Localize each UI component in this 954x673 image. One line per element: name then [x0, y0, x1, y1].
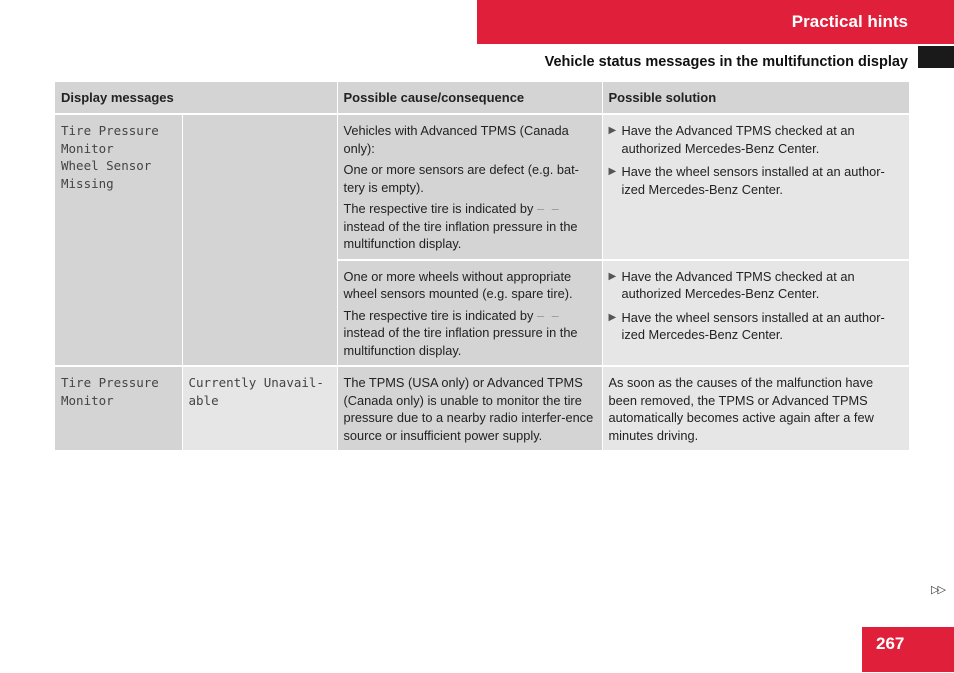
solution-cell — [602, 366, 909, 450]
table-header-row — [55, 82, 909, 114]
status-messages-table — [55, 82, 909, 450]
bullet-triangle-icon: ▶ — [608, 125, 617, 136]
cause-cell — [337, 366, 602, 450]
side-tab-marker — [918, 46, 954, 68]
solution-cell — [602, 114, 909, 260]
cause-text: The respective tire is indicated by – – instead of the tire inflation pressure in the multifunction display. — [343, 307, 578, 358]
section-title: Practical hints — [791, 12, 908, 31]
display-message-detail-cell — [182, 366, 337, 450]
cause-text: The TPMS (USA only) or Advanced TPMS (Canada only) is unable to monitor the tire pressure due to a nearby radio interfer-ence source or insufficient power supply. — [343, 375, 594, 443]
bullet-triangle-icon: ▶ — [608, 166, 617, 177]
dash-symbol: – – — [537, 307, 561, 323]
bullet-triangle-icon: ▶ — [608, 311, 617, 323]
column-header-possible-cause: Possible cause/consequence — [337, 82, 602, 114]
page-subtitle: Vehicle status messages in the multifunction display — [544, 54, 908, 70]
table-row — [55, 114, 909, 260]
table-row — [55, 366, 909, 450]
cause-cell — [337, 260, 602, 367]
page-number: 267 — [876, 634, 905, 653]
display-message-text: Tire Pressure Monitor Wheel Sensor Missing — [61, 123, 159, 191]
display-message-detail-text: Currently Unavail- able — [188, 375, 324, 408]
solution-cell — [602, 260, 909, 367]
solution-text: As soon as the causes of the malfunction have been removed, the TPMS or Advanced TPMS automatically becomes active again after a few minutes driving. — [608, 375, 874, 443]
dash-symbol: – – — [537, 201, 561, 216]
cause-cell — [337, 114, 602, 260]
column-header-possible-solution: Possible solution — [602, 82, 909, 114]
cause-text: One or more sensors are defect (e.g. bat-tery is empty). — [343, 162, 579, 195]
cause-text: One or more wheels without appropriate wheel sensors mounted (e.g. spare tire). — [343, 268, 573, 301]
cause-text: Vehicles with Advanced TPMS (Canada only): — [343, 123, 569, 156]
column-header-display-messages: Display messages — [55, 82, 337, 114]
bullet-triangle-icon: ▶ — [608, 270, 617, 282]
solution-item: ▶ Have the wheel sensors installed at an author-ized Mercedes-Benz Center. — [608, 164, 885, 197]
display-message-text: Tire Pressure Monitor — [61, 375, 159, 408]
solution-item: ▶ Have the Advanced TPMS checked at an authorized Mercedes-Benz Center. — [608, 123, 855, 156]
cause-text: The respective tire is indicated by – – instead of the tire inflation pressure in the multifunction display. — [343, 201, 578, 251]
solution-item: ▶ Have the wheel sensors installed at an author-ized Mercedes-Benz Center. — [608, 309, 885, 342]
display-message-cell — [55, 366, 182, 450]
solution-item: ▶ Have the Advanced TPMS checked at an authorized Mercedes-Benz Center. — [608, 268, 855, 301]
display-message-detail-cell — [182, 114, 337, 366]
continue-arrows-icon: ▷▷ — [931, 584, 944, 596]
display-message-cell — [55, 114, 182, 366]
